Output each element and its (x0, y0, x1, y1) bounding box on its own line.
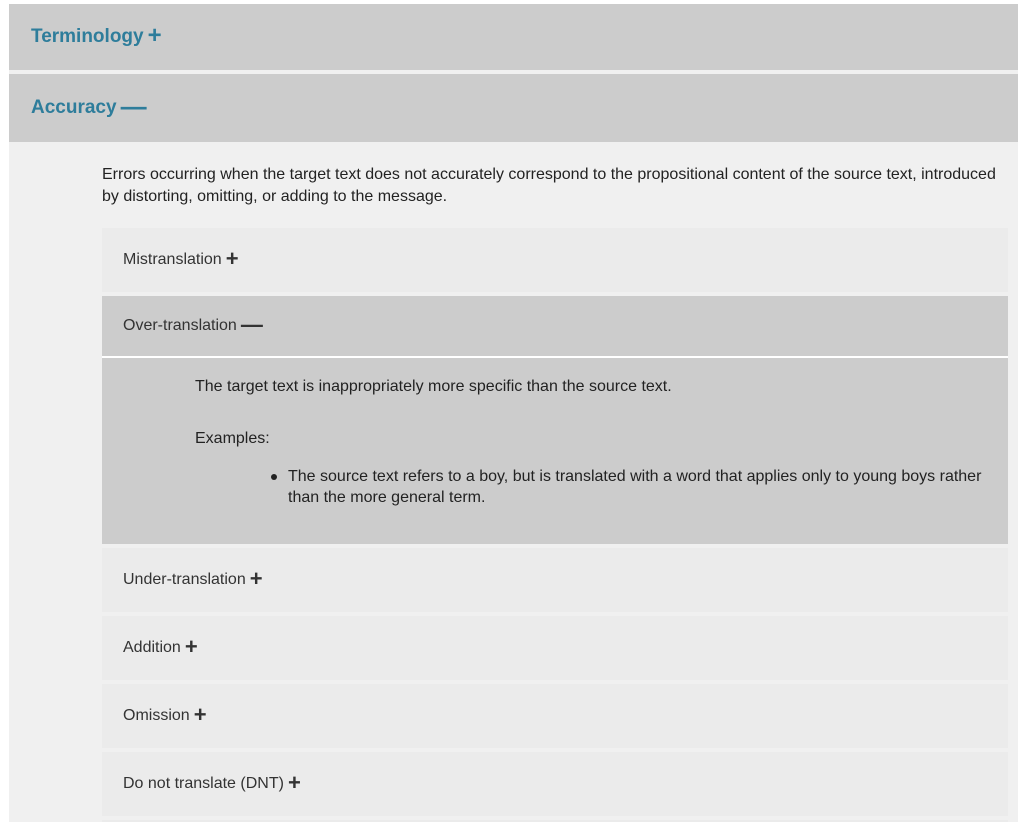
subitem-over-translation-body (102, 358, 1008, 544)
subitem-under-translation-header[interactable] (102, 548, 1008, 612)
section-title: Accuracy (31, 97, 117, 118)
subitem-title: Under-translation (123, 571, 246, 588)
subitem-over-translation-header[interactable] (102, 296, 1008, 358)
section-accuracy-body (9, 142, 1018, 822)
subitem-title: Addition (123, 639, 181, 656)
section-terminology-header[interactable] (9, 4, 1018, 70)
subitem-omission (102, 684, 1008, 748)
plus-icon: + (249, 566, 263, 591)
subitem-title: Mistranslation (123, 251, 222, 268)
subitem-dnt-header[interactable] (102, 752, 1008, 816)
minus-icon: — (120, 91, 147, 121)
subitem-description: The target text is inappropriately more specific than the source text. (195, 378, 672, 395)
minus-icon: — (240, 312, 263, 337)
plus-icon: + (225, 246, 239, 271)
subitem-mistranslation (102, 228, 1008, 292)
plus-icon: + (193, 702, 207, 727)
subitem-addition (102, 616, 1008, 680)
section-title: Terminology (31, 26, 144, 47)
subitem-title: Omission (123, 707, 190, 724)
examples-list (195, 466, 988, 508)
subitem-omission-header[interactable] (102, 684, 1008, 748)
subitem-mistranslation-header[interactable] (102, 228, 1008, 292)
section-accuracy-header[interactable] (9, 74, 1018, 142)
bullet-icon (271, 474, 277, 480)
subitem-title: Over-translation (123, 317, 237, 334)
plus-icon: + (147, 22, 162, 49)
example-text: The source text refers to a boy, but is translated with a word that applies only to young boys rather than the more general term. (288, 468, 982, 506)
subitem-over-translation (102, 296, 1008, 544)
plus-icon: + (287, 770, 301, 795)
subitem-addition-header[interactable] (102, 616, 1008, 680)
plus-icon: + (184, 634, 198, 659)
section-description: Errors occurring when the target text does not accurately correspond to the propositional content of the source text, introduced by distorting, omitting, or adding to the message. (102, 166, 996, 205)
page (9, 4, 1018, 822)
subitem-title: Do not translate (DNT) (123, 775, 284, 792)
examples-label: Examples: (195, 430, 270, 447)
subitem-dnt (102, 752, 1008, 816)
example-item (288, 466, 988, 508)
subitem-under-translation (102, 548, 1008, 612)
